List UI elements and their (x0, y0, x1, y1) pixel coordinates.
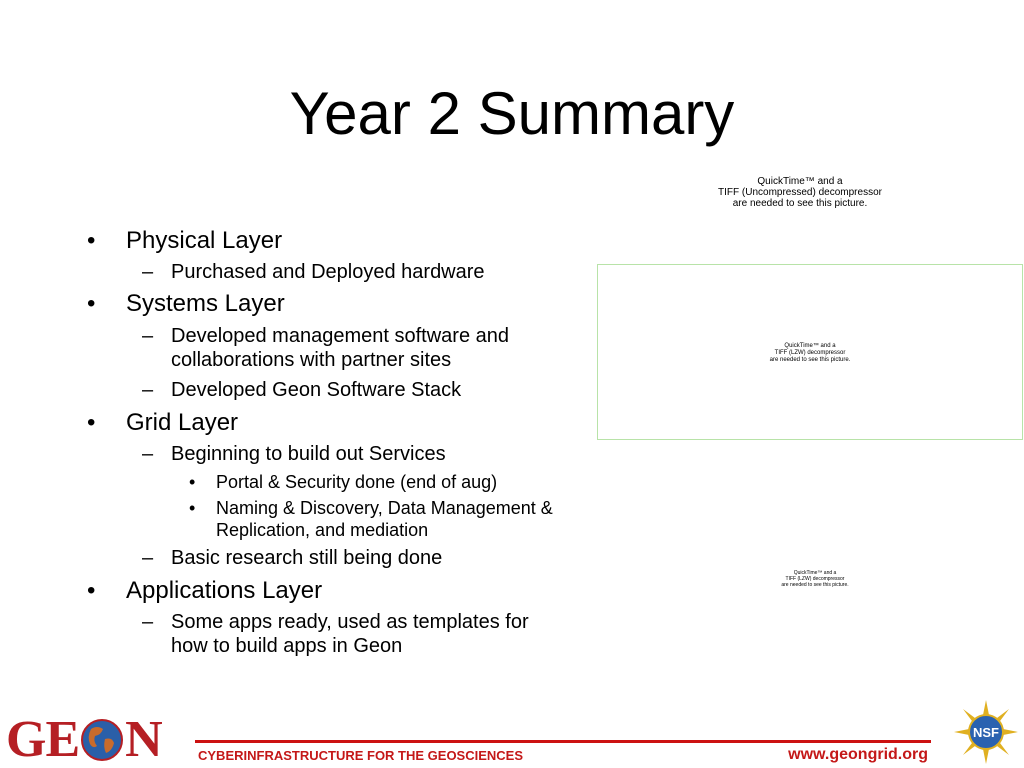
placeholder-line: TIFF (Uncompressed) decompressor (718, 187, 882, 198)
bullet-text: Grid Layer (126, 409, 239, 436)
bullet-marker: • (87, 577, 96, 604)
footer-tagline: CYBERINFRASTRUCTURE FOR THE GEOSCIENCES (198, 748, 524, 763)
globe-icon (81, 719, 123, 761)
bullet-marker: – (142, 325, 154, 347)
bullet-text: collaborations with partner sites (171, 349, 452, 371)
slide-title: Year 2 Summary (289, 80, 735, 147)
image-placeholder-bottom (760, 570, 870, 588)
placeholder-line: QuickTime™ and a (784, 343, 836, 349)
bullet-marker: – (142, 261, 154, 283)
logo-text-right: N (125, 711, 162, 768)
placeholder-line: are needed to see this picture. (732, 198, 868, 209)
bullet-marker: • (189, 472, 196, 492)
bullet-text: Systems Layer (126, 290, 285, 317)
bullet-text: Replication, and mediation (216, 520, 429, 540)
bullet-text: Naming & Discovery, Data Management & (216, 498, 553, 518)
bullet-text: Purchased and Deployed hardware (171, 261, 485, 283)
bullet-text: Basic research still being done (171, 547, 443, 569)
placeholder-line: TIFF (LZW) decompressor (774, 350, 846, 356)
bullet-text: Portal & Security done (end of aug) (216, 472, 498, 492)
nsf-label: NSF (973, 725, 999, 740)
bullet-marker: – (142, 547, 154, 569)
image-placeholder-middle (597, 264, 1023, 440)
bullet-marker: – (142, 611, 154, 633)
footer-divider (195, 740, 931, 743)
bullet-text: Developed management software and (171, 325, 509, 347)
bullet-marker: – (142, 443, 154, 465)
bullet-text: Some apps ready, used as templates for (171, 611, 529, 633)
geon-logo (6, 711, 162, 768)
bullet-marker: • (87, 227, 96, 254)
logo-text-left: GE (6, 711, 80, 768)
bullet-text: Physical Layer (126, 227, 283, 254)
image-placeholder-top (700, 176, 900, 209)
bullet-text: how to build apps in Geon (171, 635, 403, 657)
bullet-marker: • (189, 498, 196, 518)
bullet-marker: • (87, 290, 96, 317)
placeholder-line: QuickTime™ and a (757, 176, 843, 187)
bullet-text: Developed Geon Software Stack (171, 379, 462, 401)
placeholder-line: QuickTime™ and a (793, 570, 837, 576)
bullet-marker: • (87, 409, 96, 436)
nsf-logo-icon (954, 700, 1018, 764)
placeholder-line: are needed to see this picture. (781, 582, 849, 588)
bullet-marker: – (142, 379, 154, 401)
bullet-text: Applications Layer (126, 577, 323, 604)
bullet-text: Beginning to build out Services (171, 443, 446, 465)
placeholder-line: are needed to see this picture. (769, 357, 851, 363)
placeholder-line: TIFF (LZW) decompressor (785, 576, 845, 582)
footer-url[interactable]: www.geongrid.org (788, 746, 928, 763)
